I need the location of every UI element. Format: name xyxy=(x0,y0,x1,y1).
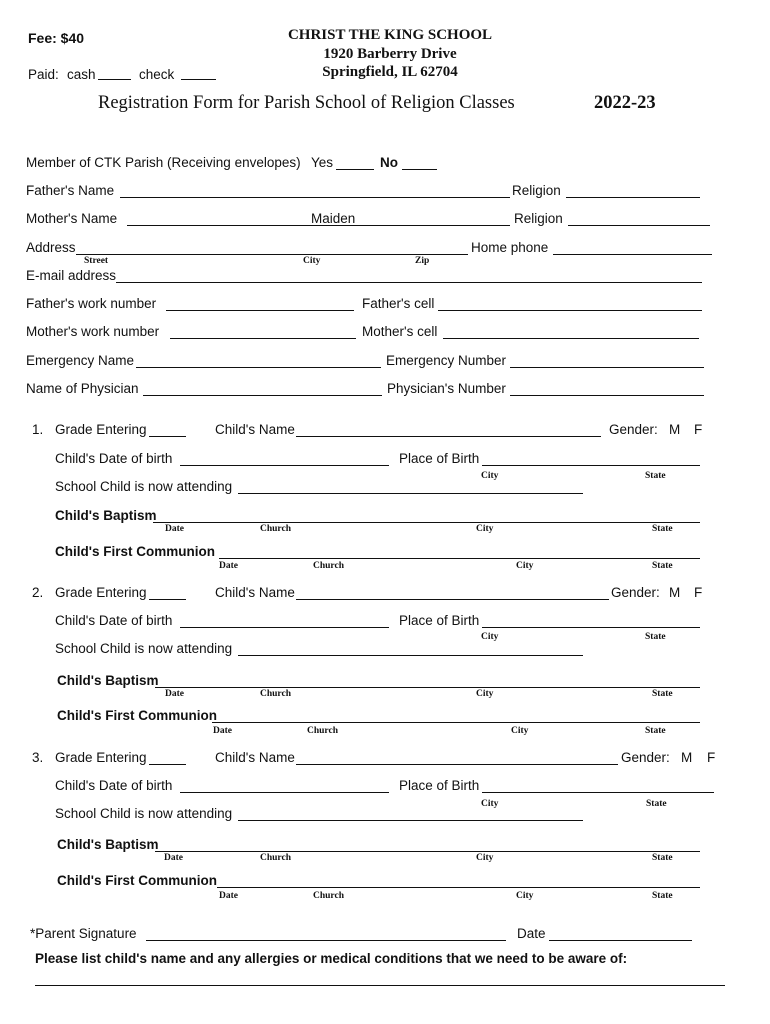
form-year: 2022-23 xyxy=(594,93,656,113)
signature-date-field[interactable] xyxy=(549,940,692,941)
child-2-school-field[interactable] xyxy=(238,655,583,656)
paid-cash-blank[interactable] xyxy=(98,79,131,80)
child-2-communion-church: Church xyxy=(307,726,338,736)
child-2-gender-f[interactable]: F xyxy=(694,585,703,600)
child-1-grade-label: Grade Entering xyxy=(55,422,147,437)
child-3-baptism-church: Church xyxy=(260,853,291,863)
child-1-school-field[interactable] xyxy=(238,493,583,494)
child-3-communion-field[interactable] xyxy=(217,887,700,888)
child-3-grade-label: Grade Entering xyxy=(55,750,147,765)
child-1-number: 1. xyxy=(32,422,44,437)
father-name-label: Father's Name xyxy=(26,183,115,198)
child-3-school-field[interactable] xyxy=(238,820,583,821)
member-no-blank[interactable] xyxy=(402,169,437,170)
child-1-pob-city-sublabel: City xyxy=(481,471,499,481)
physician-number-label: Physician's Number xyxy=(387,381,506,396)
child-2-grade-field[interactable] xyxy=(149,599,186,600)
child-1-pob-label: Place of Birth xyxy=(399,451,480,466)
child-2-gender-m[interactable]: M xyxy=(669,585,681,600)
child-3-pob-label: Place of Birth xyxy=(399,778,480,793)
father-work-field[interactable] xyxy=(166,310,354,311)
mother-cell-label: Mother's cell xyxy=(362,324,438,339)
child-2-communion-date: Date xyxy=(213,726,232,736)
paid-check-blank[interactable] xyxy=(181,79,216,80)
mother-religion-field[interactable] xyxy=(568,225,710,226)
child-2-baptism-state: State xyxy=(652,689,673,699)
child-3-baptism-city: City xyxy=(476,853,494,863)
allergies-field[interactable] xyxy=(35,985,725,986)
child-3-baptism-date: Date xyxy=(164,853,183,863)
child-2-baptism-date: Date xyxy=(165,689,184,699)
school-name: CHRIST THE KING SCHOOL xyxy=(287,27,493,43)
child-2-grade-label: Grade Entering xyxy=(55,585,147,600)
child-3-communion-label: Child's First Communion xyxy=(57,873,217,888)
child-3-baptism-label: Child's Baptism xyxy=(57,837,159,852)
child-3-pob-state-sublabel: State xyxy=(646,799,667,809)
child-2-baptism-city: City xyxy=(476,689,494,699)
child-1-baptism-date: Date xyxy=(165,524,184,534)
child-1-communion-state: State xyxy=(652,561,673,571)
child-2-baptism-label: Child's Baptism xyxy=(57,673,159,688)
home-phone-label: Home phone xyxy=(471,240,549,255)
child-3-school-label: School Child is now attending xyxy=(55,806,233,821)
child-3-communion-city: City xyxy=(516,891,534,901)
child-2-baptism-field[interactable] xyxy=(155,687,700,688)
physician-name-field[interactable] xyxy=(143,395,382,396)
father-name-field[interactable] xyxy=(120,197,510,198)
child-1-communion-city: City xyxy=(516,561,534,571)
child-3-baptism-field[interactable] xyxy=(155,851,700,852)
child-1-name-label: Child's Name xyxy=(215,422,295,437)
child-1-communion-label: Child's First Communion xyxy=(55,544,215,559)
parent-signature-label: *Parent Signature xyxy=(30,926,137,941)
school-city: Springfield, IL 62704 xyxy=(322,64,458,80)
child-3-communion-date: Date xyxy=(219,891,238,901)
member-label: Member of CTK Parish (Receiving envelopes) xyxy=(26,155,301,170)
child-3-gender-m[interactable]: M xyxy=(681,750,693,765)
emergency-number-field[interactable] xyxy=(510,367,704,368)
child-3-communion-church: Church xyxy=(313,891,344,901)
child-1-gender-f[interactable]: F xyxy=(694,422,703,437)
child-1-gender-label: Gender: xyxy=(609,422,658,437)
child-2-communion-state: State xyxy=(645,726,666,736)
father-cell-field[interactable] xyxy=(438,310,702,311)
child-3-dob-field[interactable] xyxy=(180,792,389,793)
member-no-label: No xyxy=(380,155,398,170)
parent-signature-field[interactable] xyxy=(146,940,506,941)
fee-label: Fee: $40 xyxy=(28,30,85,46)
form-title: Registration Form for Parish School of Religion Classes xyxy=(98,93,515,113)
child-1-pob-state-sublabel: State xyxy=(645,471,666,481)
allergies-instruction: Please list child's name and any allergies or medical conditions that we need to be aware of: xyxy=(35,951,628,966)
physician-name-label: Name of Physician xyxy=(26,381,139,396)
child-3-gender-f[interactable]: F xyxy=(707,750,716,765)
father-religion-field[interactable] xyxy=(566,197,700,198)
paid-label: Paid: xyxy=(28,67,59,82)
child-3-grade-field[interactable] xyxy=(149,764,186,765)
child-2-communion-label: Child's First Communion xyxy=(57,708,217,723)
child-3-dob-label: Child's Date of birth xyxy=(55,778,173,793)
child-3-communion-state: State xyxy=(652,891,673,901)
mother-religion-label: Religion xyxy=(514,211,563,226)
child-2-school-label: School Child is now attending xyxy=(55,641,233,656)
emergency-name-field[interactable] xyxy=(136,367,381,368)
paid-check-label: check xyxy=(139,67,175,82)
address-city-sublabel: City xyxy=(303,256,321,266)
emergency-number-label: Emergency Number xyxy=(386,353,507,368)
mother-work-label: Mother's work number xyxy=(26,324,160,339)
child-1-school-label: School Child is now attending xyxy=(55,479,233,494)
address-field[interactable] xyxy=(76,254,468,255)
child-2-pob-label: Place of Birth xyxy=(399,613,480,628)
member-yes-blank[interactable] xyxy=(336,169,374,170)
child-3-name-field[interactable] xyxy=(296,764,618,765)
paid-cash-label: cash xyxy=(67,67,96,82)
child-2-dob-label: Child's Date of birth xyxy=(55,613,173,628)
member-yes-label: Yes xyxy=(311,155,334,170)
child-1-dob-label: Child's Date of birth xyxy=(55,451,173,466)
school-street: 1920 Barberry Drive xyxy=(323,46,457,62)
child-1-name-field[interactable] xyxy=(296,436,601,437)
child-2-baptism-church: Church xyxy=(260,689,291,699)
child-2-name-label: Child's Name xyxy=(215,585,295,600)
father-work-label: Father's work number xyxy=(26,296,157,311)
child-1-communion-date: Date xyxy=(219,561,238,571)
child-2-pob-field[interactable] xyxy=(482,627,700,628)
child-1-communion-field[interactable] xyxy=(219,558,700,559)
child-3-gender-label: Gender: xyxy=(621,750,670,765)
child-3-pob-city-sublabel: City xyxy=(481,799,499,809)
child-3-name-label: Child's Name xyxy=(215,750,295,765)
child-2-gender-label: Gender: xyxy=(611,585,660,600)
mother-cell-field[interactable] xyxy=(443,338,699,339)
child-2-pob-state-sublabel: State xyxy=(645,632,666,642)
child-1-gender-m[interactable]: M xyxy=(669,422,681,437)
child-1-baptism-church: Church xyxy=(260,524,291,534)
child-3-pob-field[interactable] xyxy=(482,792,714,793)
child-3-number: 3. xyxy=(32,750,44,765)
child-1-communion-church: Church xyxy=(313,561,344,571)
home-phone-field[interactable] xyxy=(553,254,712,255)
child-2-communion-field[interactable] xyxy=(212,722,700,723)
father-cell-label: Father's cell xyxy=(362,296,435,311)
child-3-baptism-state: State xyxy=(652,853,673,863)
emergency-name-label: Emergency Name xyxy=(26,353,135,368)
child-1-baptism-state: State xyxy=(652,524,673,534)
maiden-label: Maiden xyxy=(311,211,356,226)
child-2-number: 2. xyxy=(32,585,44,600)
address-street-sublabel: Street xyxy=(84,256,109,266)
email-label: E-mail address xyxy=(26,268,117,283)
mother-work-field[interactable] xyxy=(170,338,356,339)
child-2-communion-city: City xyxy=(511,726,529,736)
child-2-pob-city-sublabel: City xyxy=(481,632,499,642)
physician-number-field[interactable] xyxy=(510,395,704,396)
child-1-pob-field[interactable] xyxy=(482,465,700,466)
father-religion-label: Religion xyxy=(512,183,561,198)
child-1-baptism-city: City xyxy=(476,524,494,534)
address-label: Address xyxy=(26,240,76,255)
mother-name-label: Mother's Name xyxy=(26,211,118,226)
child-1-baptism-label: Child's Baptism xyxy=(55,508,157,523)
child-2-name-field[interactable] xyxy=(296,599,609,600)
child-1-grade-field[interactable] xyxy=(149,436,186,437)
child-1-baptism-field[interactable] xyxy=(153,522,700,523)
address-zip-sublabel: Zip xyxy=(415,256,430,266)
child-1-dob-field[interactable] xyxy=(180,465,389,466)
child-2-dob-field[interactable] xyxy=(180,627,389,628)
signature-date-label: Date xyxy=(517,926,546,941)
email-field[interactable] xyxy=(116,282,702,283)
